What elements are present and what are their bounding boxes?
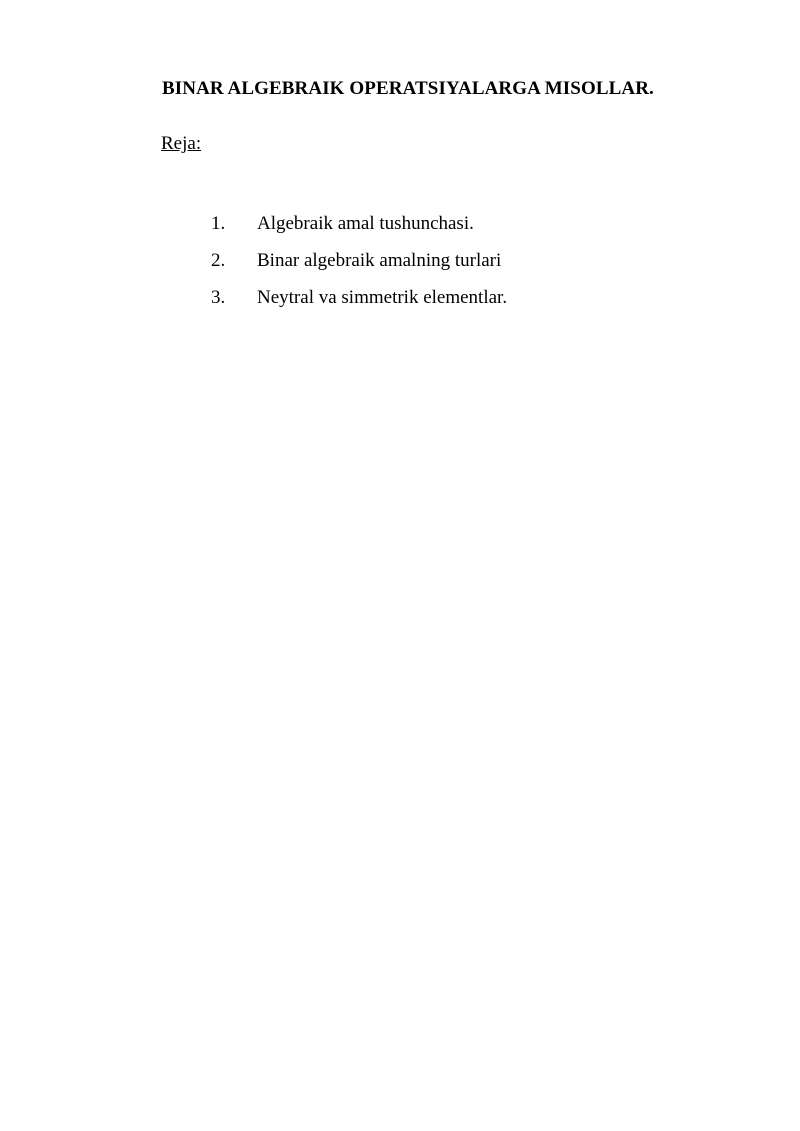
list-item-number: 3. — [211, 287, 226, 308]
list-item-number: 2. — [211, 250, 226, 271]
list-item — [211, 287, 507, 324]
list-item-number: 1. — [211, 213, 226, 234]
document-title: BINAR ALGEBRAIK OPERATSIYALARGA MISOLLAR. — [162, 78, 654, 99]
list-item-text: Algebraik amal tushunchasi. — [257, 213, 474, 234]
list-item-text: Binar algebraik amalning turlari — [257, 250, 502, 271]
plan-label: Reja: — [161, 133, 202, 154]
plan-list — [211, 213, 507, 324]
list-item — [211, 250, 507, 287]
list-item — [211, 213, 507, 250]
list-item-text: Neytral va simmetrik elementlar. — [257, 287, 508, 308]
